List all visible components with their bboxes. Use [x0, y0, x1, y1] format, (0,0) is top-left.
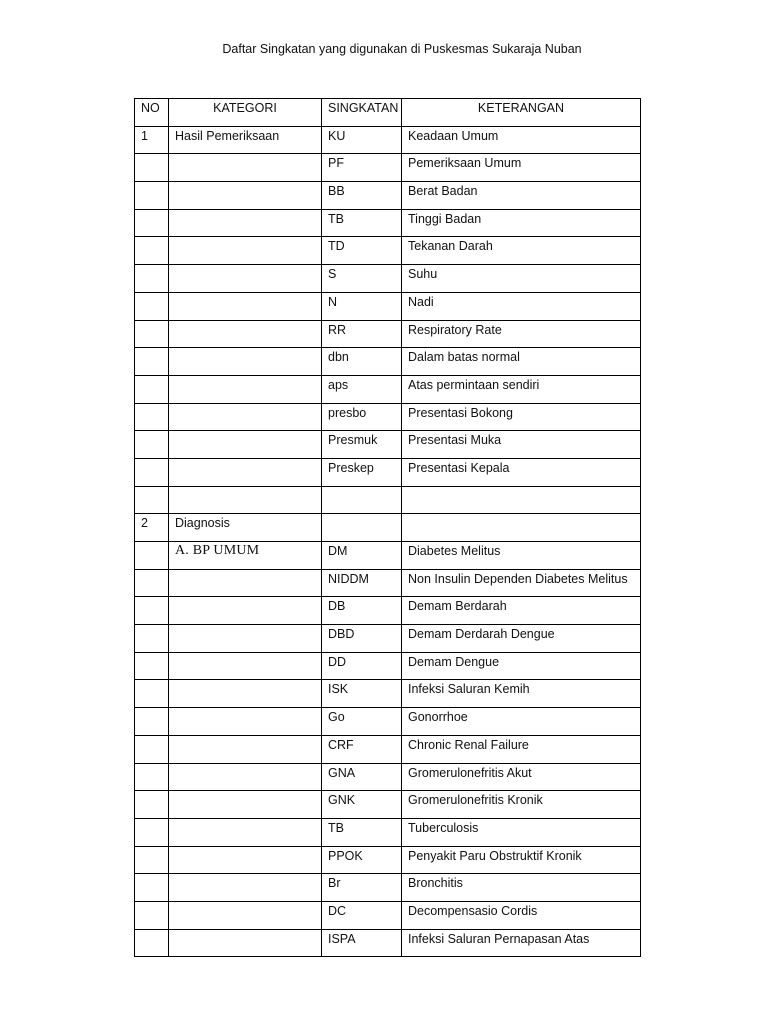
cell-keterangan: Bronchitis	[402, 874, 641, 902]
table-row	[135, 375, 641, 403]
cell-keterangan: Pemeriksaan Umum	[402, 154, 641, 182]
cell-no	[135, 292, 169, 320]
cell-no	[135, 431, 169, 459]
table-row	[135, 735, 641, 763]
cell-no	[135, 569, 169, 597]
table-row	[135, 431, 641, 459]
page-title: Daftar Singkatan yang digunakan di Puskesmas Sukaraja Nuban	[222, 42, 582, 56]
cell-no	[135, 348, 169, 376]
cell-singkatan: DC	[322, 901, 402, 929]
cell-no	[135, 403, 169, 431]
cell-kategori	[169, 929, 322, 957]
cell-no: 2	[135, 514, 169, 542]
header-singkatan: SINGKATAN	[322, 99, 402, 127]
cell-no	[135, 320, 169, 348]
cell-keterangan: Nadi	[402, 292, 641, 320]
table-row	[135, 542, 641, 570]
cell-no	[135, 763, 169, 791]
cell-kategori	[169, 320, 322, 348]
cell-singkatan: DM	[322, 542, 402, 570]
cell-kategori	[169, 348, 322, 376]
cell-keterangan: Gonorrhoe	[402, 708, 641, 736]
cell-keterangan: Gromerulonefritis Kronik	[402, 791, 641, 819]
table-row	[135, 265, 641, 293]
cell-kategori	[169, 292, 322, 320]
cell-no	[135, 929, 169, 957]
cell-no	[135, 182, 169, 210]
cell-keterangan: Presentasi Muka	[402, 431, 641, 459]
cell-keterangan: Suhu	[402, 265, 641, 293]
cell-kategori	[169, 458, 322, 486]
cell-kategori	[169, 625, 322, 653]
table-row	[135, 708, 641, 736]
cell-keterangan: Chronic Renal Failure	[402, 735, 641, 763]
cell-kategori	[169, 791, 322, 819]
cell-kategori: Diagnosis	[169, 514, 322, 542]
table-row	[135, 597, 641, 625]
table-row	[135, 154, 641, 182]
cell-no	[135, 154, 169, 182]
cell-keterangan: Tinggi Badan	[402, 209, 641, 237]
cell-keterangan: Respiratory Rate	[402, 320, 641, 348]
cell-no	[135, 791, 169, 819]
cell-singkatan: GNA	[322, 763, 402, 791]
cell-no	[135, 375, 169, 403]
cell-no	[135, 846, 169, 874]
cell-kategori	[169, 265, 322, 293]
cell-singkatan: presbo	[322, 403, 402, 431]
cell-no	[135, 597, 169, 625]
cell-singkatan	[322, 486, 402, 514]
cell-singkatan: DBD	[322, 625, 402, 653]
cell-singkatan: Go	[322, 708, 402, 736]
cell-no	[135, 735, 169, 763]
cell-singkatan: S	[322, 265, 402, 293]
cell-singkatan: TB	[322, 209, 402, 237]
cell-keterangan: Demam Berdarah	[402, 597, 641, 625]
cell-singkatan: Br	[322, 874, 402, 902]
cell-kategori	[169, 182, 322, 210]
table-row	[135, 237, 641, 265]
cell-singkatan: ISPA	[322, 929, 402, 957]
cell-singkatan: PPOK	[322, 846, 402, 874]
cell-kategori	[169, 209, 322, 237]
cell-keterangan: Demam Dengue	[402, 652, 641, 680]
cell-keterangan: Non Insulin Dependen Diabetes Melitus	[402, 569, 641, 597]
table-row	[135, 763, 641, 791]
cell-no	[135, 708, 169, 736]
cell-kategori	[169, 403, 322, 431]
table-row	[135, 652, 641, 680]
cell-singkatan: DD	[322, 652, 402, 680]
table-row	[135, 680, 641, 708]
cell-no	[135, 901, 169, 929]
cell-singkatan: N	[322, 292, 402, 320]
cell-kategori	[169, 431, 322, 459]
cell-kategori	[169, 569, 322, 597]
cell-singkatan: BB	[322, 182, 402, 210]
cell-singkatan: RR	[322, 320, 402, 348]
cell-singkatan: Preskep	[322, 458, 402, 486]
cell-kategori: A. BP UMUM	[169, 542, 322, 570]
cell-singkatan: dbn	[322, 348, 402, 376]
cell-keterangan: Decompensasio Cordis	[402, 901, 641, 929]
cell-singkatan: TB	[322, 818, 402, 846]
cell-keterangan: Keadaan Umum	[402, 126, 641, 154]
cell-kategori	[169, 597, 322, 625]
cell-kategori	[169, 154, 322, 182]
cell-singkatan: aps	[322, 375, 402, 403]
cell-kategori	[169, 680, 322, 708]
cell-keterangan: Dalam batas normal	[402, 348, 641, 376]
cell-keterangan: Diabetes Melitus	[402, 542, 641, 570]
cell-no	[135, 486, 169, 514]
table-row	[135, 846, 641, 874]
cell-no: 1	[135, 126, 169, 154]
cell-singkatan: CRF	[322, 735, 402, 763]
cell-no	[135, 265, 169, 293]
cell-singkatan: NIDDM	[322, 569, 402, 597]
table-body	[135, 126, 641, 957]
cell-kategori	[169, 846, 322, 874]
cell-singkatan: KU	[322, 126, 402, 154]
cell-no	[135, 237, 169, 265]
cell-no	[135, 542, 169, 570]
header-no: NO	[135, 99, 169, 127]
cell-no	[135, 652, 169, 680]
cell-kategori	[169, 818, 322, 846]
cell-kategori	[169, 901, 322, 929]
cell-keterangan	[402, 486, 641, 514]
cell-keterangan: Infeksi Saluran Kemih	[402, 680, 641, 708]
cell-no	[135, 209, 169, 237]
table-row	[135, 182, 641, 210]
cell-singkatan: PF	[322, 154, 402, 182]
cell-keterangan: Presentasi Kepala	[402, 458, 641, 486]
table-row	[135, 292, 641, 320]
cell-keterangan: Atas permintaan sendiri	[402, 375, 641, 403]
cell-no	[135, 680, 169, 708]
table-row	[135, 209, 641, 237]
cell-singkatan: TD	[322, 237, 402, 265]
cell-kategori	[169, 763, 322, 791]
cell-kategori	[169, 874, 322, 902]
cell-singkatan: ISK	[322, 680, 402, 708]
cell-no	[135, 818, 169, 846]
table-row	[135, 514, 641, 542]
cell-keterangan: Berat Badan	[402, 182, 641, 210]
cell-keterangan: Tuberculosis	[402, 818, 641, 846]
cell-keterangan: Demam Derdarah Dengue	[402, 625, 641, 653]
cell-kategori	[169, 375, 322, 403]
cell-keterangan: Presentasi Bokong	[402, 403, 641, 431]
cell-singkatan: DB	[322, 597, 402, 625]
table-row	[135, 569, 641, 597]
cell-keterangan: Infeksi Saluran Pernapasan Atas	[402, 929, 641, 957]
cell-kategori	[169, 735, 322, 763]
cell-keterangan: Gromerulonefritis Akut	[402, 763, 641, 791]
table-row	[135, 791, 641, 819]
cell-kategori: Hasil Pemeriksaan	[169, 126, 322, 154]
abbreviation-table	[134, 98, 641, 957]
table-row	[135, 126, 641, 154]
cell-kategori	[169, 237, 322, 265]
cell-no	[135, 625, 169, 653]
cell-kategori	[169, 708, 322, 736]
table-row	[135, 929, 641, 957]
table-header-row	[135, 99, 641, 127]
cell-singkatan: GNK	[322, 791, 402, 819]
table-row	[135, 403, 641, 431]
table-row	[135, 901, 641, 929]
header-kategori: KATEGORI	[169, 99, 322, 127]
table-row	[135, 348, 641, 376]
cell-no	[135, 458, 169, 486]
table-row	[135, 625, 641, 653]
table-row	[135, 874, 641, 902]
table-row	[135, 320, 641, 348]
cell-kategori	[169, 652, 322, 680]
cell-kategori	[169, 486, 322, 514]
cell-keterangan: Tekanan Darah	[402, 237, 641, 265]
table-row	[135, 486, 641, 514]
cell-singkatan: Presmuk	[322, 431, 402, 459]
cell-singkatan	[322, 514, 402, 542]
header-keterangan: KETERANGAN	[402, 99, 641, 127]
cell-keterangan: Penyakit Paru Obstruktif Kronik	[402, 846, 641, 874]
cell-no	[135, 874, 169, 902]
table-row	[135, 818, 641, 846]
table-row	[135, 458, 641, 486]
cell-keterangan	[402, 514, 641, 542]
